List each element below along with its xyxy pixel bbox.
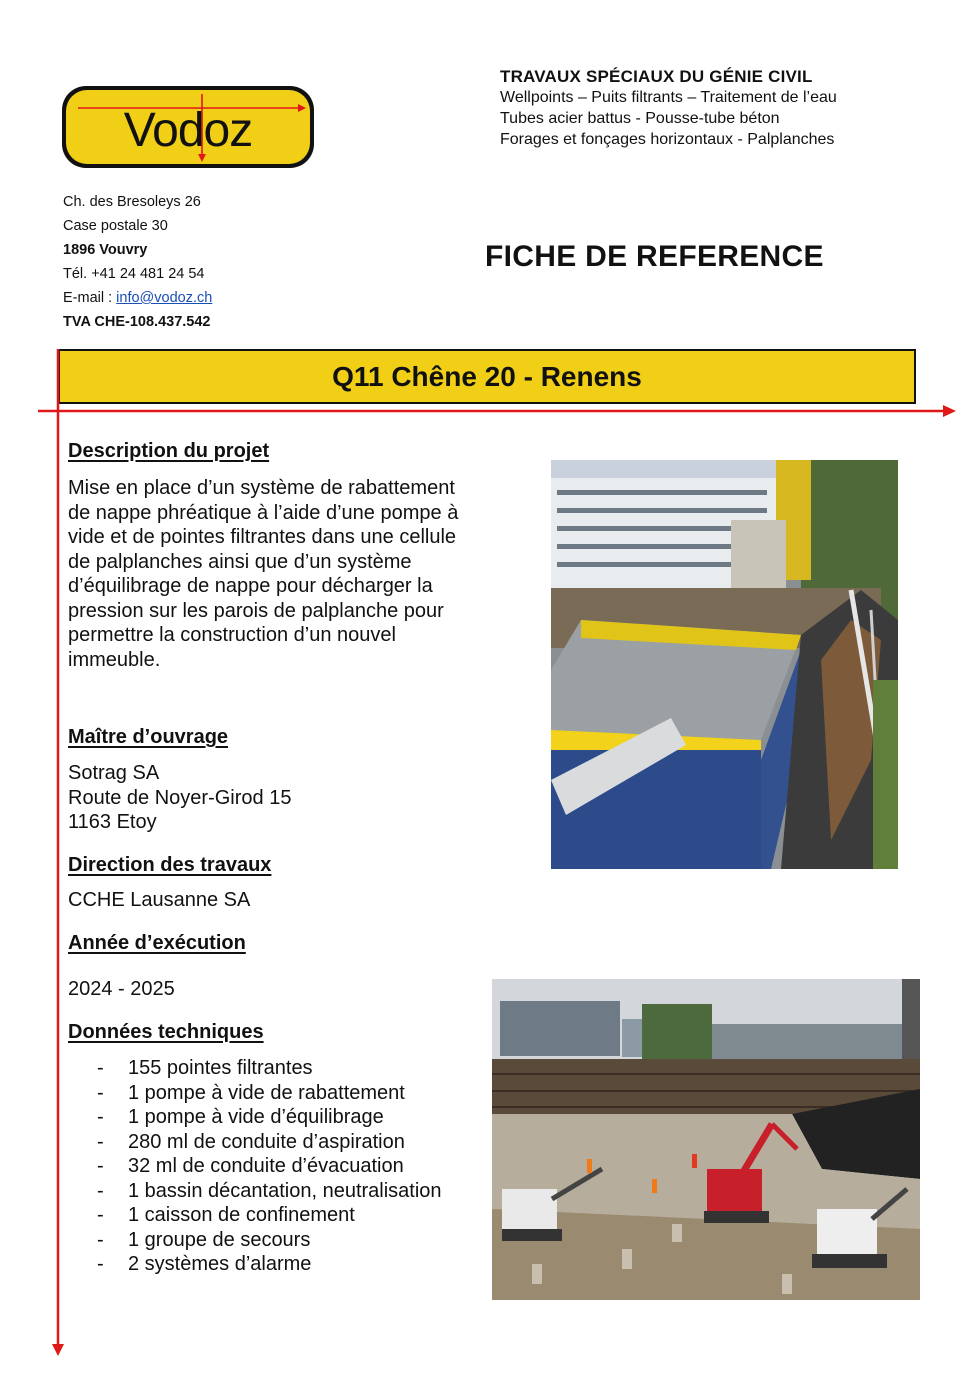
owner-name: Sotrag SA bbox=[68, 762, 160, 784]
list-item-text: 1 pompe à vide de rabattement bbox=[128, 1081, 405, 1104]
list-item-text: 1 groupe de secours bbox=[128, 1228, 311, 1251]
bullet: - bbox=[97, 1057, 104, 1079]
address-email-row bbox=[63, 286, 212, 310]
address-phone: Tél. +41 24 481 24 54 bbox=[63, 266, 205, 282]
list-item bbox=[97, 1081, 442, 1106]
company-header bbox=[500, 66, 960, 150]
address-block bbox=[63, 190, 212, 334]
site-photo-excavation bbox=[492, 979, 920, 1300]
technical-list bbox=[97, 1056, 442, 1277]
company-line-1: Wellpoints – Puits filtrants – Traitement de l’eau bbox=[500, 89, 837, 106]
list-item-text: 1 caisson de confinement bbox=[128, 1204, 355, 1226]
list-item bbox=[97, 1252, 442, 1277]
horizontal-arrow-head bbox=[943, 405, 956, 417]
address-vat: TVA CHE-108.437.542 bbox=[63, 314, 211, 330]
list-item bbox=[97, 1056, 442, 1081]
vodoz-logo bbox=[60, 84, 316, 170]
execution-year-heading: Année d’exécution bbox=[68, 932, 246, 954]
bullet: - bbox=[97, 1155, 104, 1177]
email-link[interactable]: info@vodoz.ch bbox=[116, 290, 213, 306]
list-item-text: 280 ml de conduite d’aspiration bbox=[128, 1130, 405, 1153]
bullet: - bbox=[97, 1130, 104, 1153]
list-item bbox=[97, 1105, 442, 1130]
works-direction-text: CCHE Lausanne SA bbox=[68, 889, 251, 911]
list-item-text: 1 pompe à vide d’équilibrage bbox=[128, 1106, 384, 1128]
description-text: Mise en place d’un système de rabattement de nappe phréatique à l’aide d’une pompe à vide et de pointes filtrantes dans une cellule de palplanches ainsi que d’un système d’équilibrage de nappe pour décharger la pression sur les parois de palplanche pour permettre la construction d’un nouvel immeuble. bbox=[68, 477, 459, 671]
execution-year-text: 2024 - 2025 bbox=[68, 978, 175, 1000]
list-item bbox=[97, 1228, 442, 1253]
owner-heading: Maître d’ouvrage bbox=[68, 726, 229, 748]
site-photo-pump-installation bbox=[551, 460, 898, 869]
description-heading: Description du projet bbox=[68, 440, 270, 462]
bullet: - bbox=[97, 1081, 104, 1104]
bullet: - bbox=[97, 1204, 104, 1226]
list-item bbox=[97, 1130, 442, 1155]
technical-heading: Données techniques bbox=[68, 1021, 264, 1043]
bullet: - bbox=[97, 1106, 104, 1128]
address-po-box: Case postale 30 bbox=[63, 218, 168, 234]
bullet: - bbox=[97, 1228, 104, 1251]
list-item-text: 155 pointes filtrantes bbox=[128, 1057, 313, 1079]
bullet: - bbox=[97, 1253, 104, 1275]
email-label: E-mail : bbox=[63, 290, 117, 306]
list-item-text: 1 bassin décantation, neutralisation bbox=[128, 1179, 442, 1202]
owner-block bbox=[68, 761, 291, 835]
project-title-banner: Q11 Chêne 20 - Renens bbox=[58, 349, 916, 404]
list-item-text: 32 ml de conduite d’évacuation bbox=[128, 1155, 404, 1177]
works-direction-heading: Direction des travaux bbox=[68, 854, 272, 876]
owner-city: 1163 Etoy bbox=[68, 811, 157, 833]
list-item-text: 2 systèmes d’alarme bbox=[128, 1253, 312, 1275]
company-line-2: Tubes acier battus - Pousse-tube béton bbox=[500, 110, 780, 127]
list-item bbox=[97, 1154, 442, 1179]
list-item bbox=[97, 1203, 442, 1228]
owner-street: Route de Noyer-Girod 15 bbox=[68, 786, 292, 809]
logo-text: Vodoz bbox=[123, 104, 253, 157]
address-street: Ch. des Bresoleys 26 bbox=[63, 194, 201, 210]
company-title: TRAVAUX SPÉCIAUX DU GÉNIE CIVIL bbox=[500, 67, 813, 86]
company-line-3: Forages et fonçages horizontaux - Palplanches bbox=[500, 131, 835, 148]
bullet: - bbox=[97, 1179, 104, 1202]
list-item bbox=[97, 1179, 442, 1204]
vertical-arrow-head bbox=[52, 1344, 64, 1356]
sheet-title: FICHE DE REFERENCE bbox=[485, 240, 824, 273]
address-city: 1896 Vouvry bbox=[63, 242, 148, 258]
